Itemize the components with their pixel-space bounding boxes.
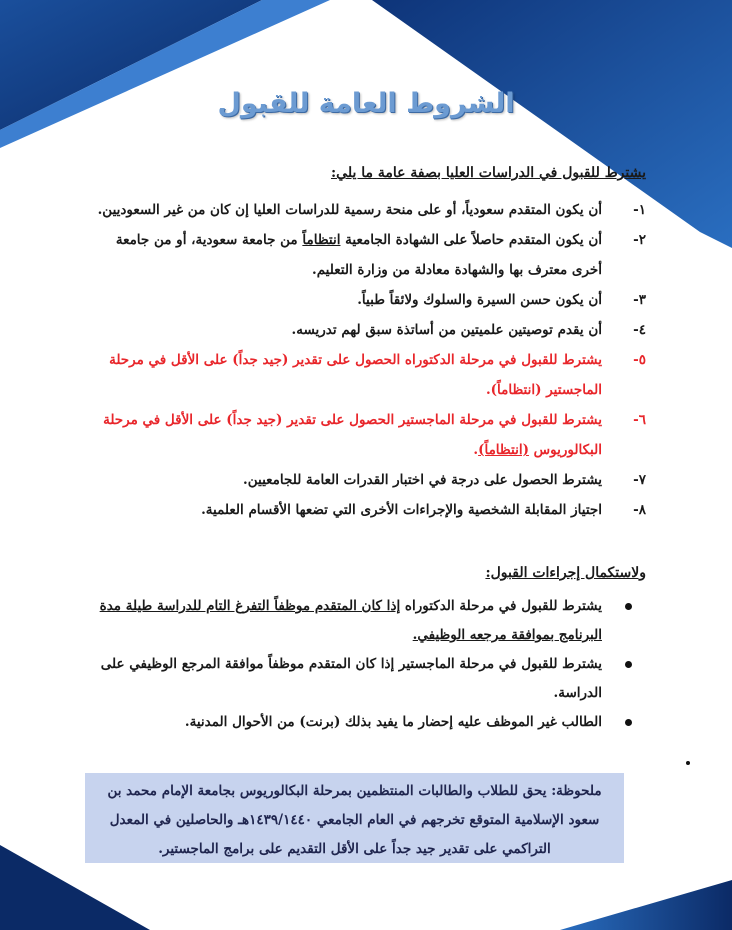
condition-text-continued: من جامعة سعودية، أو من جامعة أخرى معترف بها والشهادة معادلة من وزارة التعليم. <box>115 232 602 278</box>
condition-text: أن يكون المتقدم سعودياً، أو على منحة رسمية للدراسات العليا إن كان من غير السعوديين. <box>97 202 602 218</box>
condition-item <box>86 285 646 315</box>
condition-text: يشترط للقبول في مرحلة الماجستير الحصول على تقدير (جيد جداً) على الأقل في مرحلة البكالوريوس <box>103 412 602 458</box>
condition-underlined-text: (انتظاماً) <box>478 442 529 458</box>
condition-text: أن يقدم توصيتين علميتين من أساتذة سبق لهم تدريسه. <box>291 322 602 338</box>
condition-number: ٥- <box>633 352 646 368</box>
condition-number: ٧- <box>633 472 646 488</box>
procedure-text: يشترط للقبول في مرحلة الدكتوراه <box>400 598 602 614</box>
condition-text-continued: . <box>473 442 479 458</box>
condition-item-highlighted <box>86 405 646 465</box>
condition-number: ٢- <box>633 232 646 248</box>
conditions-list <box>86 195 646 525</box>
bullet-dot-icon <box>625 719 632 726</box>
page-title: الشروط العامة للقبول <box>217 88 515 119</box>
note-text: ملحوظة: يحق للطلاب والطالبات المنتظمين بمرحلة البكالوريوس بجامعة الإمام محمد بن سعود الإسلامية المتوقع تخرجهم في العام الجامعي ١٤٣٩/١٤٤٠هـ والحاصلين في المعدل التراكمي على تقدير جيد جداً على الأقل التقديم على برامج الماجستير. <box>107 783 602 857</box>
condition-text: يشترط للقبول في مرحلة الدكتوراه الحصول على تقدير (جيد جداً) على الأقل في مرحلة الماجستير (انتظاماً). <box>109 352 602 398</box>
procedures-intro: ولاستكمال إجراءات القبول: <box>485 565 646 581</box>
stray-bullet-icon <box>686 761 690 765</box>
condition-item-highlighted <box>86 345 646 405</box>
general-conditions-intro: يشترط للقبول في الدراسات العليا بصفة عامة ما يلي: <box>331 165 646 181</box>
condition-underlined-text: انتظاماً <box>302 232 341 248</box>
bullet-dot-icon <box>625 661 632 668</box>
procedure-item <box>86 592 646 650</box>
note-box <box>85 773 624 863</box>
bullet-dot-icon <box>625 603 632 610</box>
condition-text: اجتياز المقابلة الشخصية والإجراءات الأخرى التي تضعها الأقسام العلمية. <box>201 502 602 518</box>
procedure-item <box>86 708 646 737</box>
condition-item <box>86 465 646 495</box>
procedure-text: الطالب غير الموظف عليه إحضار ما يفيد بذلك (برنت) من الأحوال المدنية. <box>184 714 602 730</box>
procedures-list <box>86 592 646 737</box>
condition-text: أن يكون المتقدم حاصلاً على الشهادة الجامعية <box>340 232 602 248</box>
procedure-text: يشترط للقبول في مرحلة الماجستير إذا كان المتقدم موظفاً موافقة المرجع الوظيفي على الدراسة. <box>100 656 602 701</box>
procedure-item <box>86 650 646 708</box>
condition-item <box>86 315 646 345</box>
condition-text: يشترط الحصول على درجة في اختبار القدرات العامة للجامعيين. <box>243 472 602 488</box>
condition-number: ٤- <box>633 322 646 338</box>
condition-text: أن يكون حسن السيرة والسلوك ولائقاً طبياً. <box>357 292 602 308</box>
condition-item <box>86 195 646 225</box>
condition-item <box>86 495 646 525</box>
condition-number: ٨- <box>633 502 646 518</box>
condition-item <box>86 225 646 285</box>
procedure-underlined-text: إذا كان المتقدم موظفاً التفرغ التام للدراسة طيلة مدة البرنامج بموافقة مرجعه الوظيفي. <box>99 598 602 643</box>
condition-number: ٣- <box>633 292 646 308</box>
condition-number: ٦- <box>633 412 646 428</box>
condition-number: ١- <box>633 202 646 218</box>
